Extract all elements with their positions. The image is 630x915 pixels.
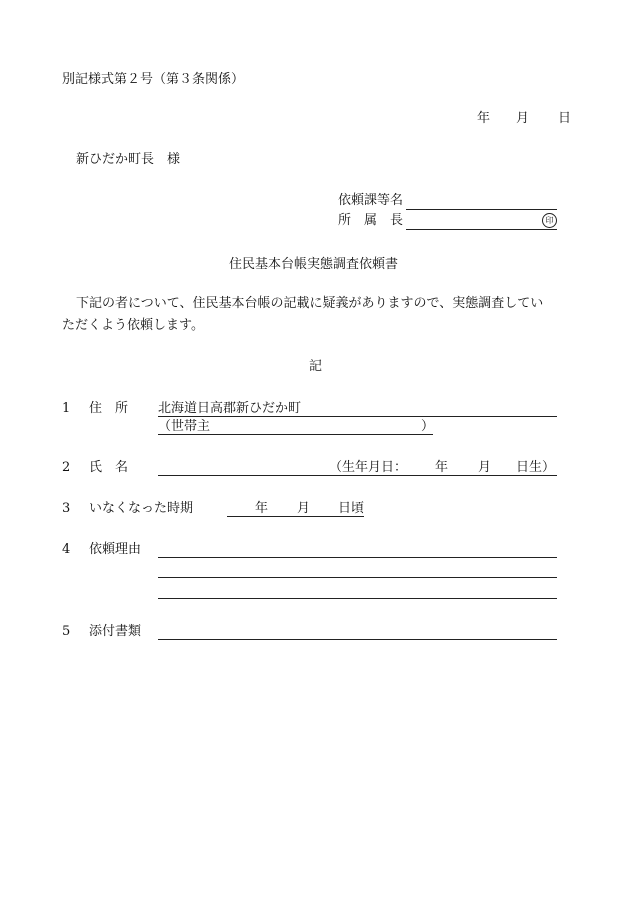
- requester-dept-label: 依頼課等名: [338, 193, 404, 208]
- date-month-label: 月: [516, 111, 530, 126]
- birth-year-label: 年: [435, 460, 449, 475]
- item-4-number: 4: [62, 542, 71, 557]
- reason-field-line-2[interactable]: [158, 577, 557, 578]
- addressee: 新ひだか町長 様: [76, 152, 181, 167]
- item-5-label: 添付書類: [89, 624, 142, 639]
- birth-prefix: （生年月日：: [329, 460, 408, 475]
- item-2-number: 2: [62, 460, 71, 475]
- birth-suffix: 日生）: [516, 460, 556, 475]
- ki-heading: 記: [309, 359, 323, 374]
- body-line-1: 下記の者について、住民基本台帳の記載に疑義がありますので、実態調査してい: [76, 296, 544, 311]
- householder-field[interactable]: [158, 434, 433, 435]
- period-field[interactable]: [227, 516, 364, 517]
- requester-dept-field[interactable]: [406, 209, 557, 210]
- address-prefix: 北海道日高郡新ひだか町: [158, 401, 302, 416]
- document-title: 住民基本台帳実態調査依頼書: [229, 257, 399, 272]
- body-line-2: ただくよう依頼します。: [62, 318, 204, 333]
- attachments-field[interactable]: [158, 639, 557, 640]
- reason-field-line-1[interactable]: [158, 557, 557, 558]
- item-4-label: 依頼理由: [89, 542, 142, 557]
- item-3-number: 3: [62, 501, 71, 516]
- period-year-label: 年: [255, 501, 269, 516]
- birth-month-label: 月: [478, 460, 492, 475]
- period-suffix: 日頃: [338, 501, 365, 516]
- item-5-number: 5: [62, 624, 71, 639]
- householder-close: ）: [421, 419, 435, 434]
- period-month-label: 月: [297, 501, 311, 516]
- item-1-number: 1: [62, 401, 71, 416]
- form-number: 別記様式第２号（第３条関係）: [62, 72, 245, 87]
- item-3-label: いなくなった時期: [89, 501, 194, 516]
- item-1-label: 住 所: [89, 401, 129, 416]
- seal-mark: 印: [542, 213, 557, 228]
- item-2-label: 氏 名: [89, 460, 129, 475]
- date-year-label: 年: [477, 111, 491, 126]
- householder-open: （世帯主: [158, 419, 211, 434]
- date-day-label: 日: [558, 111, 572, 126]
- requester-head-field[interactable]: [406, 229, 557, 230]
- address-field[interactable]: [158, 416, 557, 417]
- requester-head-label: 所属長: [338, 213, 417, 228]
- reason-field-line-3[interactable]: [158, 598, 557, 599]
